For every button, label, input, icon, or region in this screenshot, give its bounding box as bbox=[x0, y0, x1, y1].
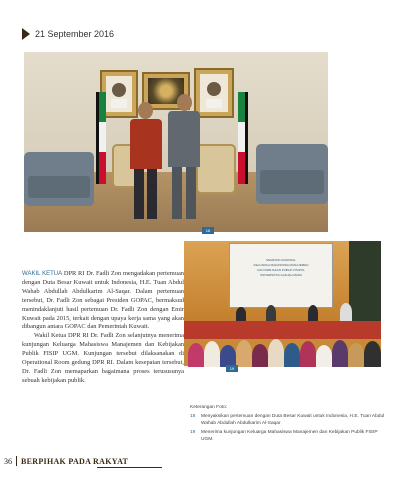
article-body bbox=[22, 270, 184, 386]
audience bbox=[184, 337, 381, 367]
footer-separator bbox=[16, 456, 17, 466]
sofa-left bbox=[24, 152, 94, 206]
date-header bbox=[22, 27, 114, 41]
page-footer bbox=[4, 454, 128, 468]
caption-item: 19 Menerima kunjungan Keluarga Mahasiswa Manajemen dan Kebijakan Publik FISIP UGM. bbox=[190, 430, 378, 442]
person-grey-suit bbox=[166, 94, 202, 220]
page-number: 36 bbox=[4, 456, 12, 466]
photo-student-visit bbox=[184, 241, 381, 371]
article-paragraph-2: Wakil Ketua DPR RI Dr. Fadli Zon selanjutnya menerima kunjungan Keluarga Mahasiswa Manajemen dan Kebijakan Publik FISIP UGM. Kunjungan tersebut dilaksanakan di Operational Room gedung DPR RI. Dalam kesepatan tersebut, Dr. Fadli Zon memaparkan bagaimana proses terususunya sebuah kebijakan publik. bbox=[22, 332, 184, 384]
caption-item: 18 Menyaksikan pertemuan dengan Duta Besar Kuwait untuk Indonesia, H.E. Tuan Abdul Wahab Abdullah Abdulkarim Al-Saqar bbox=[190, 414, 385, 426]
footer-title: BERPIHAK PADA RAKYAT bbox=[21, 456, 129, 466]
sofa-right bbox=[256, 144, 328, 204]
triangle-bullet-icon bbox=[22, 28, 30, 40]
date-text: 21 September 2016 bbox=[35, 29, 115, 39]
photo-badge-bottom: 19 bbox=[226, 365, 238, 372]
photo-ambassador-meeting bbox=[24, 52, 328, 232]
article-paragraph-1: WAKIL KETUA DPR RI Dr. Fadli Zon mengadakan pertemuan dengan Duta Besar Kuwait untuk Indonesia, H.E. Tuan Abdul Wahab Abdullah Abdulkarim Al-Saqar. Dalam pertemuan tersebut, Dr. Fadli Zon sebagai Presiden GOPAC, bermaksud menindaklanjuti hasil pertemuan Dr. Fadli Zon dengan Emir Kuwait pada 2015, terkait dengan upaya kerja sama yang akan dibangun antara GOPAC dan Pemerintah Kuwait. bbox=[22, 270, 184, 331]
plant-background bbox=[349, 241, 381, 321]
photo-captions bbox=[190, 404, 385, 443]
photo-badge-top: 18 bbox=[202, 227, 214, 234]
person-batik-shirt bbox=[128, 102, 164, 220]
captions-title: Keterangan Foto: bbox=[190, 405, 228, 410]
projector-screen: SEMINAR NASIONAL KELUARGA MAHASISWA MANAJEMEN DAN KEBIJAKAN PUBLIK FISIPOL UNIVERSITAS GADJAH MADA bbox=[229, 243, 333, 308]
kuwait-flag-left bbox=[96, 92, 106, 184]
kuwait-flag-right bbox=[238, 92, 248, 184]
armchair-right bbox=[196, 144, 236, 194]
article-lead: WAKIL KETUA bbox=[22, 271, 63, 277]
footer-rule bbox=[97, 467, 162, 468]
